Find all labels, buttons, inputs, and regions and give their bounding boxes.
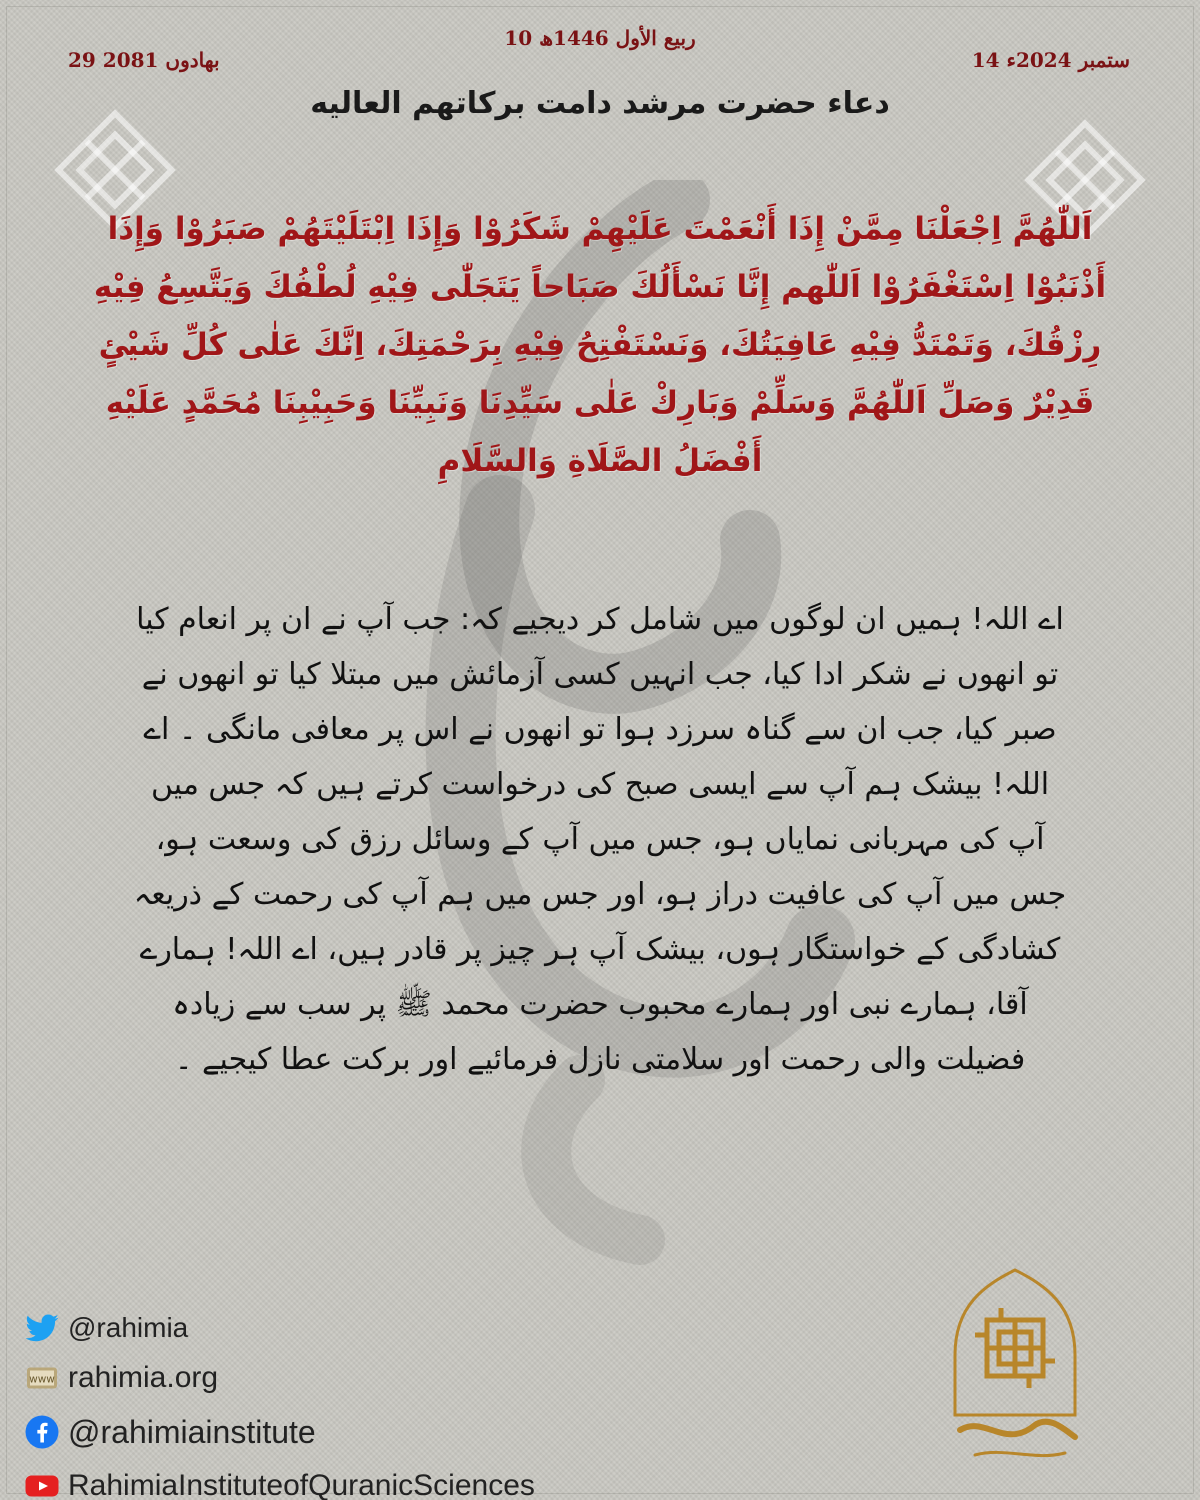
page-title: دعاء حضرت مرشد دامت برکاتهم العالیه bbox=[310, 86, 890, 121]
website-url: rahimia.org bbox=[68, 1361, 219, 1394]
arabic-dua: اَللّٰهُمَّ اِجْعَلْنَا مِمَّنْ إِذَا أَنْعَمْتَ عَلَيْهِمْ شَكَرُوْا وَإِذَا اِبْتَلَيْتَهُمْ صَبَرُوْا وَإِذَا أَذْنَبُوْا اِسْتَغْفَرُوْا اَللّٰهم إِنَّا نَسْأَلُكَ صَبَاحاً يَتَجَلّٰى فِيْهِ لُطْفُكَ وَيَتَّسِعُ فِيْهِ رِزْقُكَ، وَتَمْتَدُّ فِيْهِ عَافِيَتُكَ، وَنَسْتَفْتِحُ فِيْهِ بِرَحْمَتِكَ، اِنَّكَ عَلٰى كُلِّ شَيْئٍ قَدِيْرٌ وَصَلِّ اَللّٰهُمَّ وَسَلِّمْ وَبَارِكْ عَلٰى سَيِّدِنَا وَنَبِيِّنَا وَحَبِيْبِنَا مُحَمَّدٍ عَلَيْهِ أَفْضَلُ الصَّلَاةِ وَالسَّلَامِ bbox=[93, 211, 1107, 479]
twitter-link[interactable] bbox=[24, 1305, 664, 1351]
facebook-handle: @rahimiainstitute bbox=[68, 1413, 316, 1450]
youtube-channel: RahimiaInstituteofQuranicSciences bbox=[68, 1469, 535, 1500]
facebook-link[interactable] bbox=[24, 1405, 664, 1459]
gregorian-date: 14 ستمبر 2024ء bbox=[971, 48, 1130, 72]
web-globe-icon bbox=[24, 1360, 60, 1396]
rahimia-institute-logo bbox=[915, 1265, 1115, 1475]
twitter-bird-icon bbox=[24, 1310, 60, 1346]
youtube-link[interactable] bbox=[24, 1459, 664, 1500]
hijri-date: 10 ربیع الأول 1446ھ bbox=[504, 26, 696, 50]
urdu-translation: اے اللہ! ہمیں ان لوگوں میں شامل کر دیجیے کہ: جب آپ نے ان پر انعام کیا تو انھوں نے شکر ادا کیا، جب انہیں کسی آزمائش میں مبتلا کیا تو انھوں نے صبر کیا، جب ان سے گناہ سرزد ہوا تو انھوں نے اس پر معافی مانگی ۔ اے اللہ! بیشک ہم آپ سے ایسی صبح کی درخواست کرتے ہیں کہ جس میں آپ کی مہربانی نمایاں ہو، جس میں آپ کے وسائل رزق کی وسعت ہو، جس میں آپ کی عافیت دراز ہو، اور جس میں ہم آپ کی رحمت کے ذریعہ کشادگی کے خواستگار ہوں، بیشک آپ ہر چیز پر قادر ہیں، اے اللہ! ہمارے آقا، ہمارے نبی اور ہمارے محبوب حضرت محمد ﷺ پر سب سے زیادہ فضیلت والی رحمت اور سلامتی نازل فرمائیے اور برکت عطا کیجیے ۔ bbox=[133, 602, 1067, 1077]
bikrami-date: 29 بھادوں 2081 bbox=[68, 48, 220, 72]
social-links bbox=[24, 1305, 664, 1500]
youtube-play-icon bbox=[24, 1468, 60, 1500]
website-link[interactable] bbox=[24, 1351, 664, 1405]
facebook-icon bbox=[24, 1414, 60, 1450]
twitter-handle: @rahimia bbox=[68, 1312, 189, 1343]
svg-text:www: www bbox=[29, 1373, 55, 1386]
